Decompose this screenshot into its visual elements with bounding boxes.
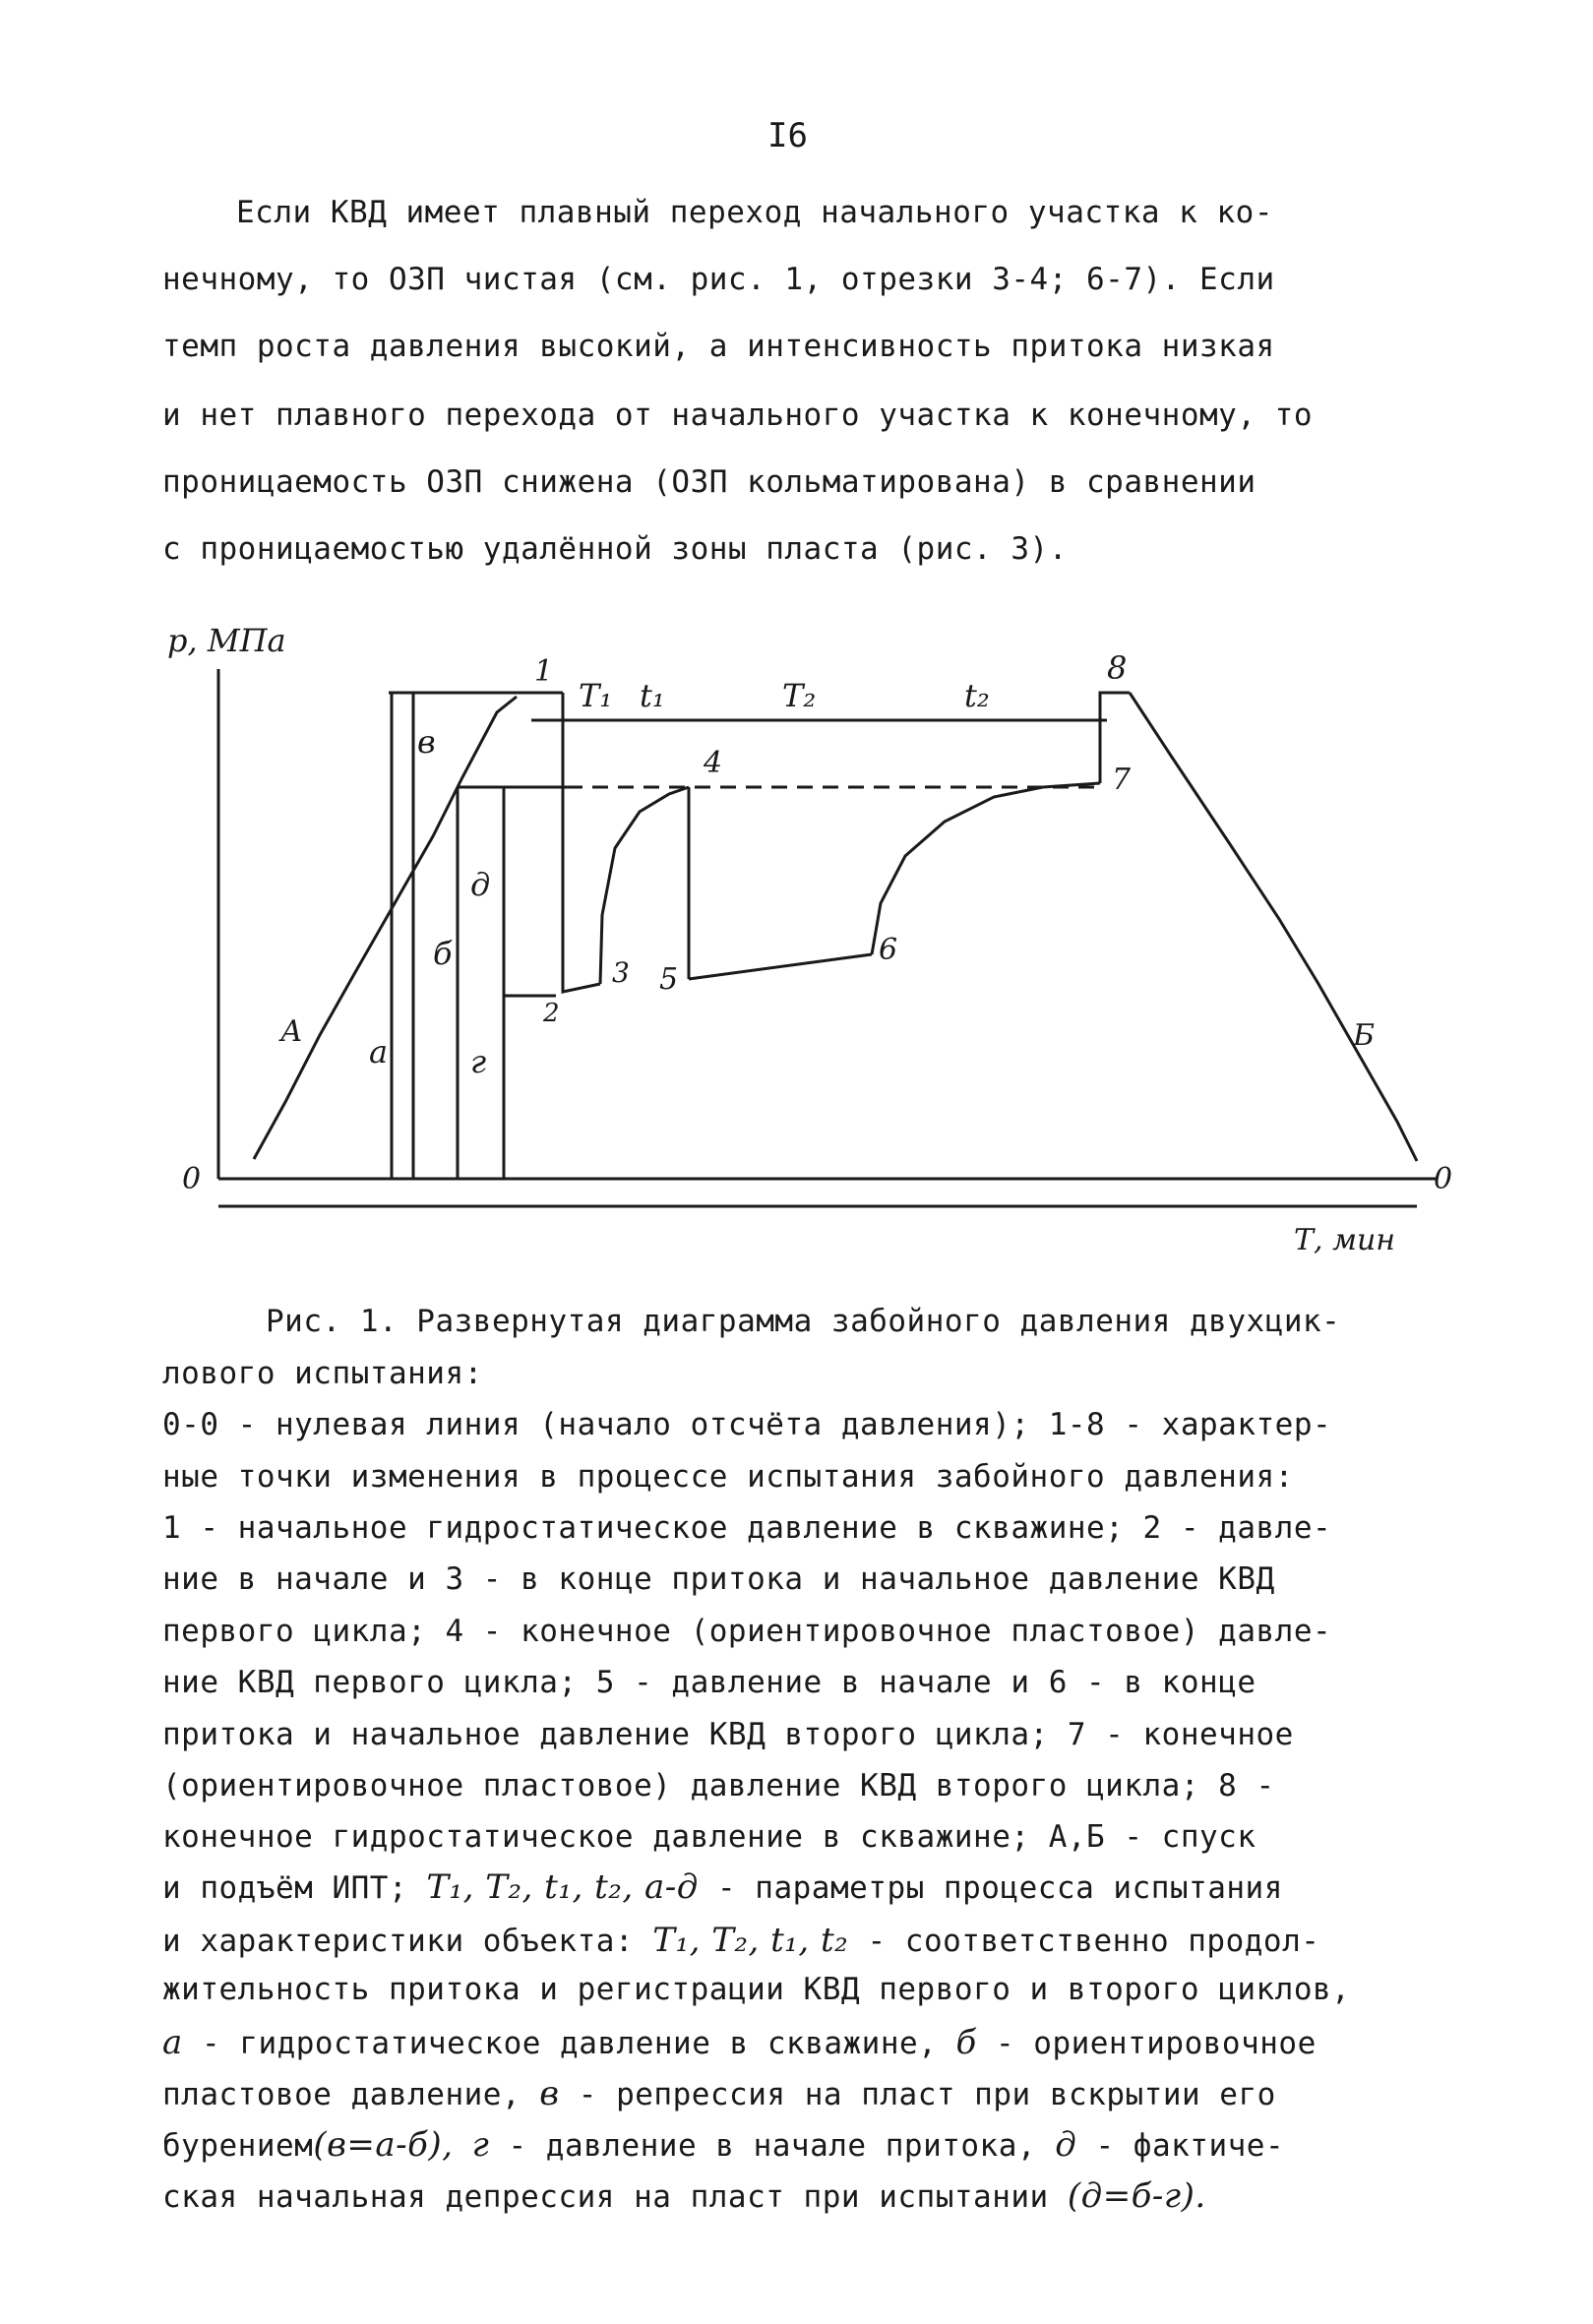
caption-line-16-text-b: - репрессия на пласт при вскрытии его [578, 2077, 1276, 2112]
intro-line-6: с проницаемостью удалённой зоны пласта (рис. 3). [162, 531, 1068, 567]
caption-line-3: 0-0 - нулевая линия (начало отсчёта давления); 1-8 - характер- [162, 1407, 1332, 1442]
caption-line-13-text-a: и характеристики объекта: [162, 1924, 635, 1959]
x-axis-label: Т, мин [1294, 1223, 1396, 1257]
origin-left-label: 0 [182, 1162, 202, 1196]
symbol-a: а [162, 2023, 183, 2062]
page-number: I6 [767, 116, 808, 155]
descent-curve-A [254, 697, 517, 1159]
origin-right-label: 0 [1434, 1162, 1453, 1196]
caption-line-12-text-b: - параметры процесса испытания [716, 1870, 1283, 1906]
point-3-label: 3 [612, 956, 630, 989]
caption-line-15-text-b: - ориентировочное [995, 2026, 1317, 2061]
curve-A-label: А [280, 1014, 303, 1049]
segment-T2-label: T₂ [782, 677, 817, 714]
dim-g-label: г [470, 1043, 487, 1080]
intro-line-1: Если КВД имеет плавный переход начального участка к ко- [236, 195, 1273, 230]
caption-line-6: ние в начале и 3 - в конце притока и начальное давление КВД [162, 1561, 1275, 1597]
dim-a-label: а [369, 1033, 389, 1070]
caption-line-12-symbols: T₁, T₂, t₁, t₂, а-д [426, 1867, 699, 1907]
caption-line-17-text-c: - фактиче- [1095, 2128, 1285, 2164]
point-7-label: 7 [1112, 763, 1132, 797]
ascent-curve-B [1130, 693, 1417, 1161]
caption-line-17-text-b: - давление в начале притока, [508, 2128, 1037, 2164]
dim-d-label: д [470, 866, 491, 903]
caption-line-12-text-a: и подъём ИПТ; [162, 1870, 408, 1906]
caption-line-13 [162, 1921, 1319, 1960]
point-8-label: 8 [1107, 649, 1128, 687]
caption-line-18 [162, 2176, 1206, 2216]
caption-line-17-text-a: бурением [162, 2128, 314, 2164]
caption-line-7: первого цикла; 4 - конечное (ориентировочное пластовое) давле- [162, 1614, 1332, 1649]
intro-line-2: нечному, то ОЗП чистая (см. рис. 1, отрезки 3-4; 6-7). Если [162, 262, 1275, 297]
caption-line-16-text-a: пластовое давление, [162, 2077, 521, 2112]
caption-line-17 [162, 2125, 1284, 2165]
caption-line-13-symbols: T₁, T₂, t₁, t₂ [652, 1921, 849, 1960]
cycle1-kvd [600, 787, 689, 984]
symbol-g: г [471, 2125, 490, 2165]
segment-t1-label: t₁ [640, 677, 665, 714]
point-1-label: 1 [534, 654, 554, 689]
caption-line-16 [162, 2074, 1276, 2113]
cycle2-inflow [689, 954, 872, 979]
cycle1-inflow [563, 693, 600, 992]
caption-line-18-text-a: ская начальная депрессия на пласт при испытании [162, 2179, 1049, 2215]
cycle2-kvd [872, 783, 1100, 954]
caption-line-9: притока и начальное давление КВД второго цикла; 7 - конечное [162, 1717, 1294, 1752]
intro-line-5: проницаемость ОЗП снижена (ОЗП кольматирована) в сравнении [162, 464, 1256, 500]
caption-line-1: Рис. 1. Развернутая диаграмма забойного давления двухцик- [266, 1304, 1341, 1339]
symbol-v: в [539, 2074, 560, 2113]
dim-b-label: б [433, 935, 453, 972]
point-4-label: 4 [704, 746, 723, 780]
intro-line-4: и нет плавного перехода от начального участка к конечному, то [162, 398, 1313, 433]
caption-line-15-text-a: - гидростатическое давление в скважине, [201, 2026, 938, 2061]
pressure-diagram [0, 590, 1593, 1299]
caption-line-5: 1 - начальное гидростатическое давление в скважине; 2 - давле- [162, 1510, 1332, 1546]
curve-B-label: Б [1353, 1018, 1376, 1053]
formula-d: (д=б-г). [1067, 2176, 1206, 2216]
formula-v: (в=а-б), [313, 2125, 454, 2165]
caption-line-12 [162, 1867, 1283, 1907]
symbol-d: д [1055, 2125, 1077, 2165]
caption-line-2: лового испытания: [162, 1356, 483, 1391]
caption-line-14: жительность притока и регистрации КВД первого и второго циклов, [162, 1972, 1351, 2007]
caption-line-4: ные точки изменения в процессе испытания забойного давления: [162, 1459, 1294, 1495]
caption-line-15 [162, 2023, 1317, 2062]
segment-T1-label: T₁ [579, 677, 613, 714]
point-5-label: 5 [659, 962, 679, 997]
symbol-b: б [955, 2023, 977, 2062]
point-2-label: 2 [543, 999, 560, 1028]
intro-line-3: темп роста давления высокий, а интенсивность притока низкая [162, 329, 1275, 364]
dim-v-label: в [417, 723, 436, 761]
caption-line-11: конечное гидростатическое давление в скважине; А,Б - спуск [162, 1819, 1256, 1855]
caption-line-13-text-b: - соответственно продол- [867, 1924, 1320, 1959]
caption-line-8: ние КВД первого цикла; 5 - давление в начале и 6 - в конце [162, 1665, 1256, 1700]
point-6-label: 6 [879, 933, 898, 967]
caption-line-10: (ориентировочное пластовое) давление КВД второго цикла; 8 - [162, 1768, 1275, 1804]
y-axis-label: р, МПа [167, 622, 286, 659]
segment-t2-label: t₂ [964, 677, 990, 714]
